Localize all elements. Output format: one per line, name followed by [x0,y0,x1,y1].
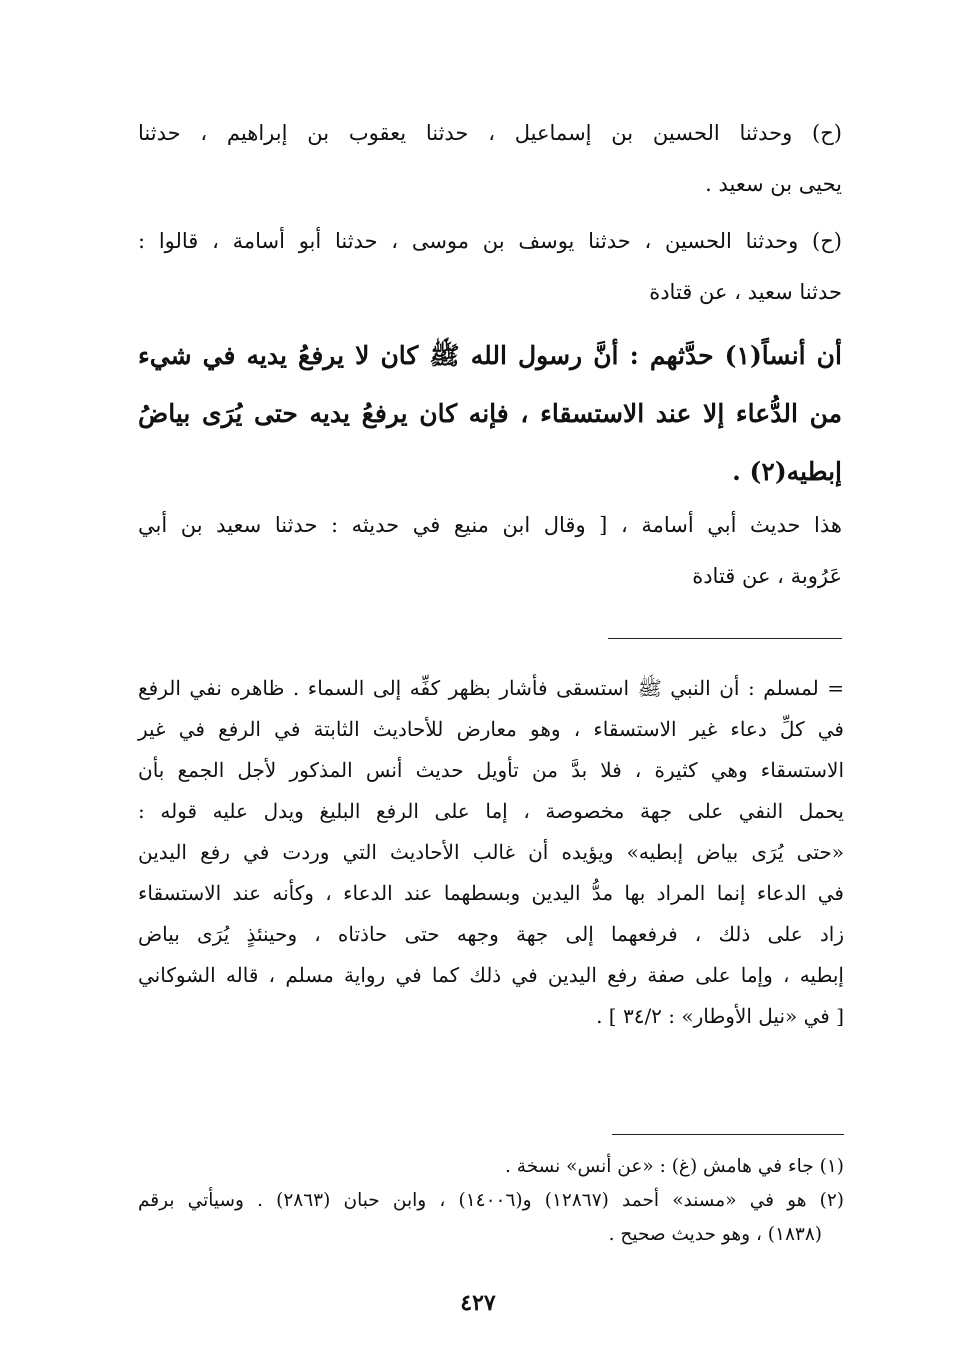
footnote-separator [608,638,842,639]
footnotes [138,1150,844,1252]
isnad-paragraph-2 [138,216,842,318]
text-line: إبطيه(٢) . [732,457,842,486]
continued-note [138,668,844,1037]
text-line: (ح) وحدثنا الحسين ، حدثنا يوسف بن موسى ، حدثنا أبو أسامة ، قالوا : [138,229,842,253]
text-line: في الدعاء إنما المراد بها مدُّ اليدين وبسطهما عند الدعاء ، وكأنه عند الاستسقاء [138,881,844,905]
text-line: (ح) وحدثنا الحسين بن إسماعيل ، حدثنا يعقوب بن إبراهيم ، حدثنا [138,121,842,145]
text-line: هذا حديث أبي أسامة ، [ وقال ابن منيع في حديثه : حدثنا سعيد بن أبي [138,513,842,537]
text-line: الاستسقاء وهي كثيرة ، فلا بدَّ من تأويل حديث أنس المذكور لأجل الجمع بأن [138,758,844,782]
footnote-2: (٢) هو في «مسند» أحمد (١٢٨٦٧) و(١٤٠٠٦) ، وابن حبان (٢٨٦٣) . وسيأتي برقم [138,1190,844,1211]
text-line: أن أنساً(١) حدَّثهم : أنَّ رسول الله ﷺ كان لا يرفعُ يديه في شيء [138,341,842,370]
text-line: إبطيه ، وإما على صفة رفع اليدين في ذلك كما في رواية مسلم ، قاله الشوكاني [138,963,844,987]
footnote-separator [612,1134,844,1135]
text-line: يحمل النفي على جهة مخصوصة ، إما على الرفع البليغ ويدل عليه قوله : [138,799,844,823]
page-number: ٤٢٧ [460,1290,496,1316]
text-line: [ في «نيل الأوطار» : ٣٤/٢ ] . [596,1004,844,1028]
isnad-paragraph-1 [138,108,842,210]
commentary-paragraph [138,500,842,602]
text-line: «حتى يُرَى بياض إبطيه» ويؤيده أن غالب الأحاديث التي وردت في رفع اليدين [138,840,844,864]
text-line: في كلِّ دعاء غير الاستسقاء ، وهو معارض للأحاديث الثابتة في الرفع في غير [138,717,844,741]
text-line: زاد على ذلك ، فرفعهما إلى جهة وجهه حتى حاذتاه ، وحينئذٍ يُرَى بياض [138,922,844,946]
text-line: = لمسلم : أن النبي ﷺ استسقى فأشار بظهر كفِّه إلى السماء . ظاهره نفي الرفع [138,676,844,700]
text-line: عَرُوبة ، عن قتادة [692,564,842,588]
footnote-1: (١) جاء في هامش (غ) : «عن أنس» نسخة . [505,1156,844,1177]
text-line: حدثنا سعيد ، عن قتادة [649,280,842,304]
hadith-text [138,327,842,501]
text-line: يحيى بن سعيد . [705,172,842,196]
footnote-2-continued: (١٨٣٨) ، وهو حديث صحيح . [608,1224,822,1245]
text-line: من الدُّعاء إلا عند الاستسقاء ، فإنه كان يرفعُ يديه حتى يُرَى بياضُ [138,399,842,428]
